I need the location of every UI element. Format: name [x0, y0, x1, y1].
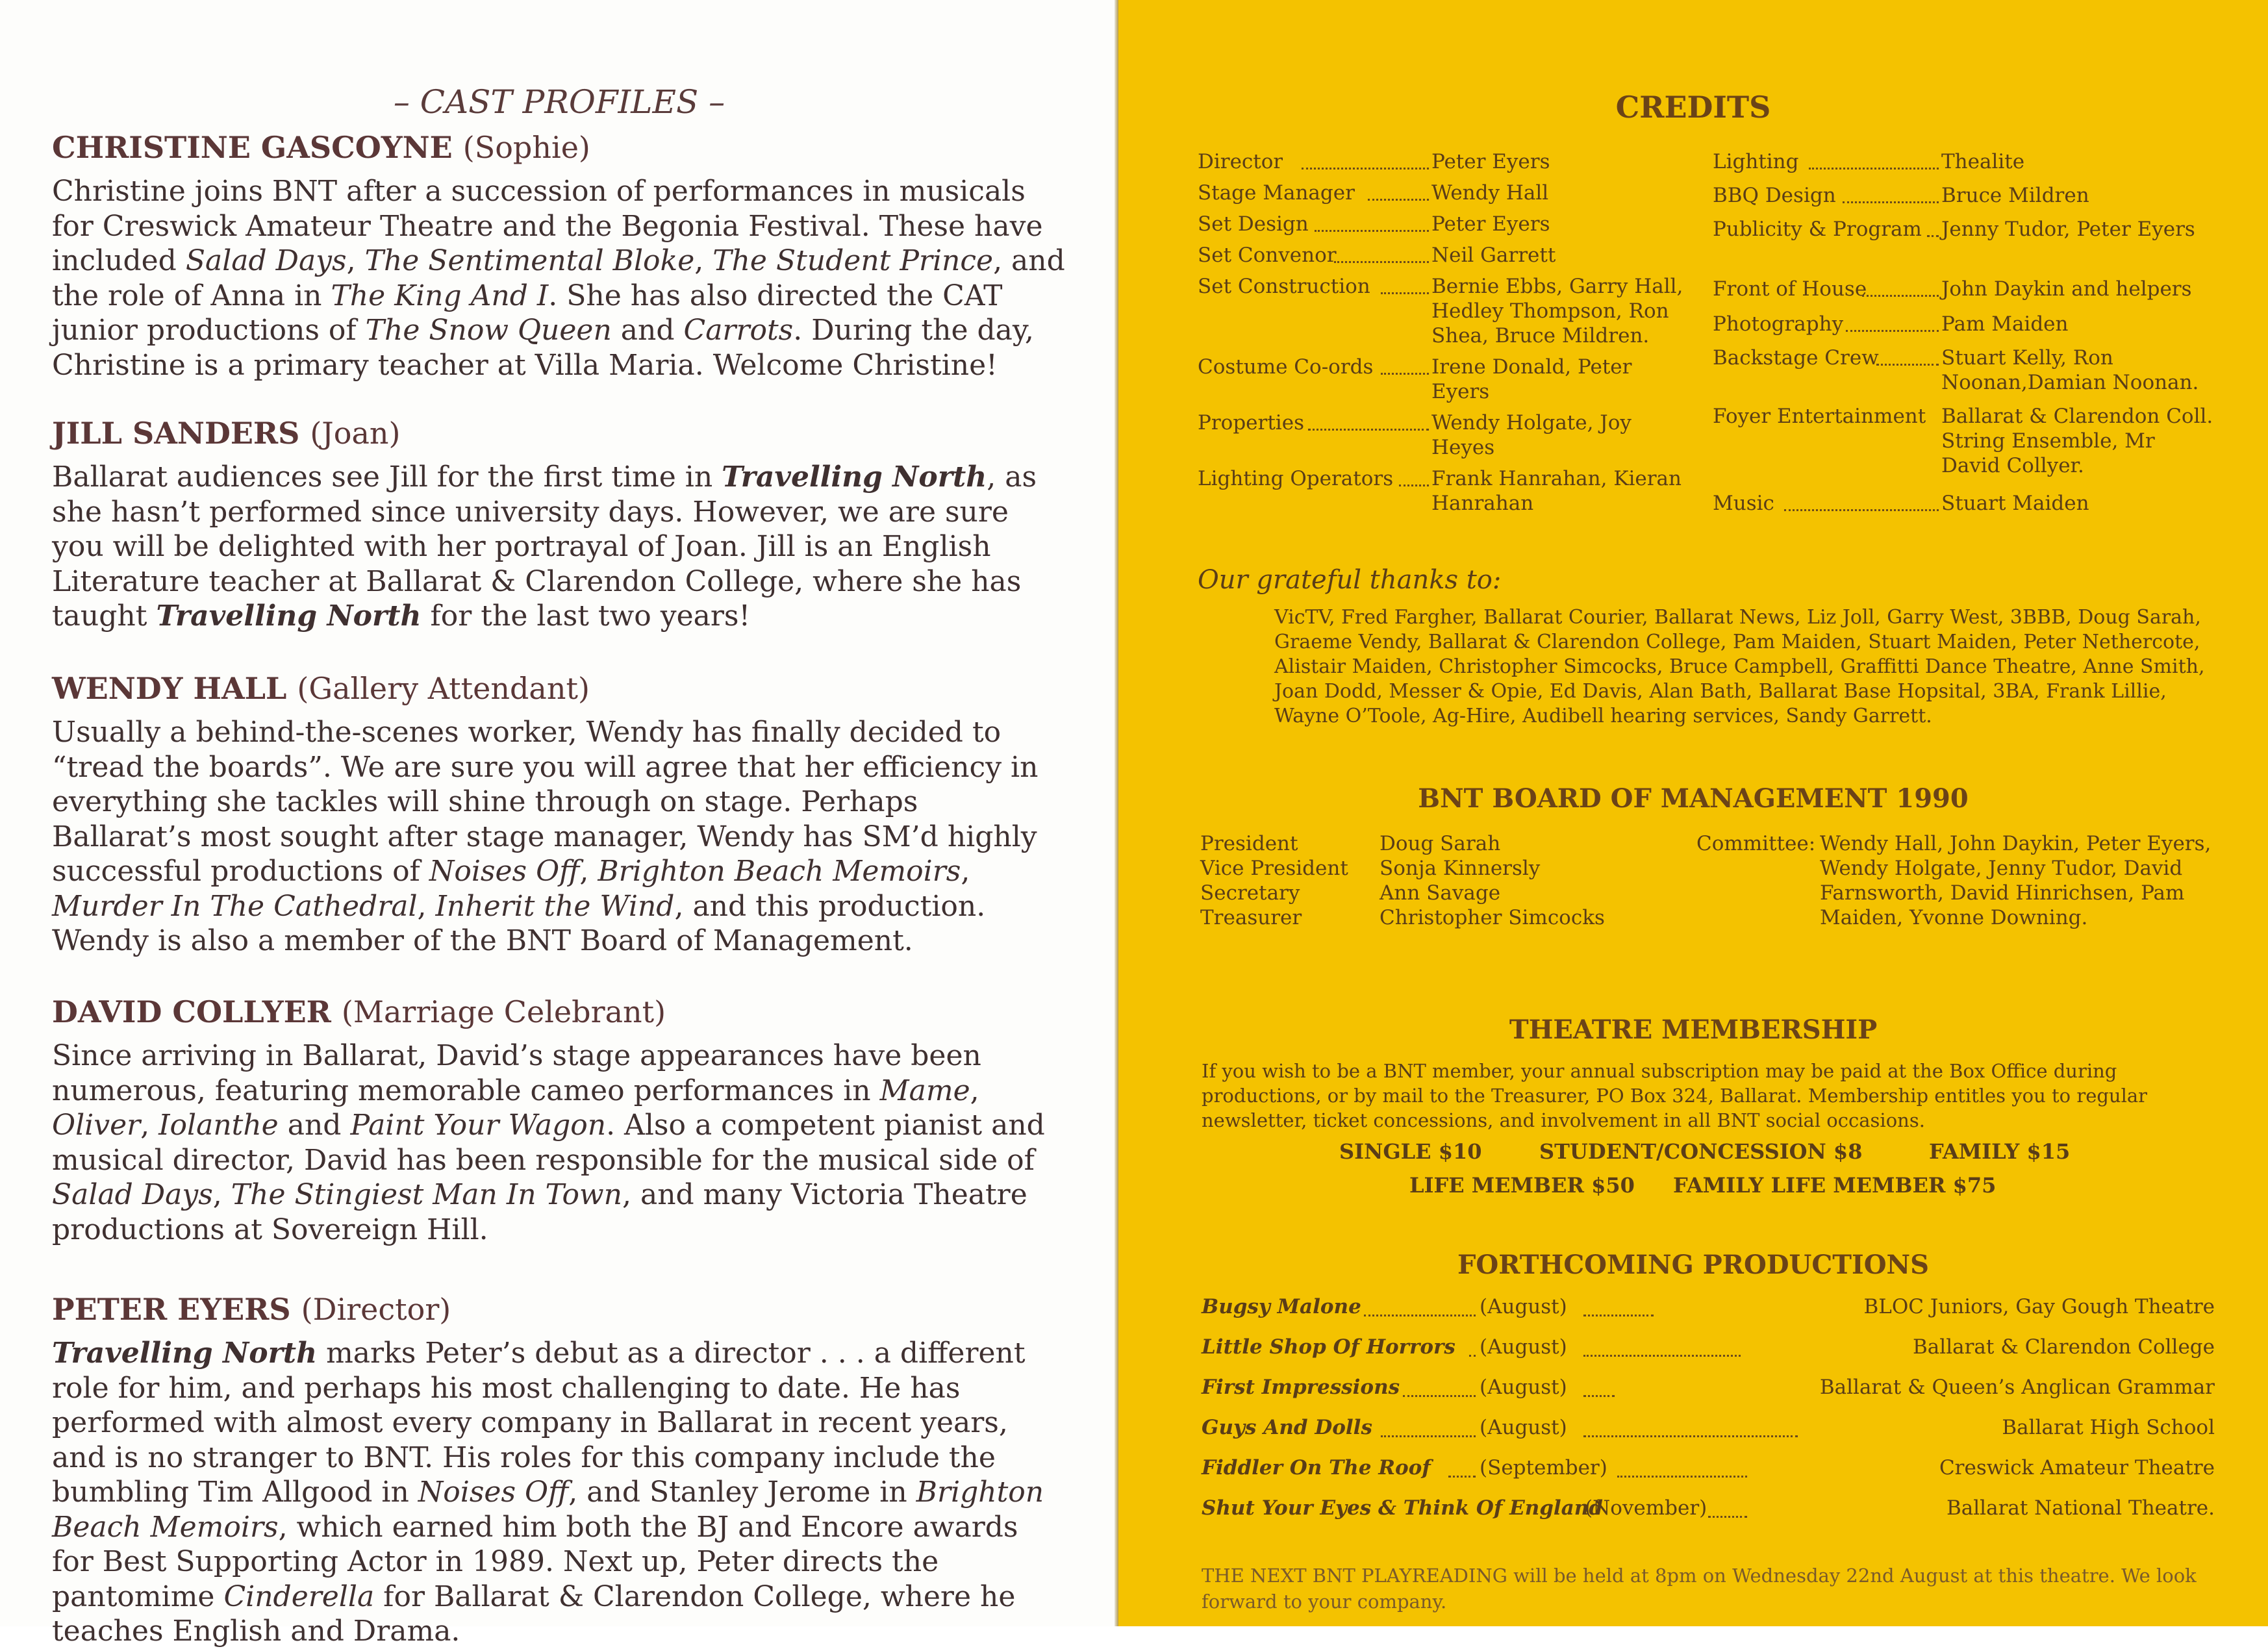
board-officer: Vice President Sonja Kinnersly [1200, 857, 1541, 880]
production-row: Guys And Dolls (August) Ballarat High School [1202, 1416, 2215, 1439]
credits-page: CREDITS Director Peter Eyers Stage Manager Wendy Hall Set Design Peter Eyers Set Convenor Neil Garrett Set Construction Bernie Ebbs, Garry Hall, Hedley Thompson, Ron Shea, Bruce Mildren. Costume Co-ords Irene Donald, Peter Eyers Properties Wendy Holgate, Joy Heyes Lighting Operators Frank Hanrahan, Kieran Hanrahan Lighting Thealite BBQ Design Bruce Mildren Publicity & Program Jenny Tudor, Peter Eyers Front of House John Daykin and helpers Photography Pam Maiden Backstage Crew Stuart Kelly, Ron Noonan,Damian Noonan. Foyer Entertainment Ballarat & Clarendon Coll. String Ensemble, Mr David Collyer. Music Stuart Maiden Our grateful thanks to: VicTV, Fred Fargher, Ballarat Courier, Ballarat News, Liz Joll, Garry West, 3BBB, Doug Sarah, Graeme Vendy, Ballarat & Clarendon College, Pam Maiden, Stuart Maiden, Peter Nethercote, Alistair Maiden, Christopher Simcocks, Bruce Campbell, Graffitti Dance Theatre, Anne Smith, Joan Dodd, Messer & Opie, Ed Davis, Alan Bath, Ballarat Base Hopsital, 3BA, Frank Lillie, Wayne O’Toole, Ag-Hire, Audibell hearing services, Sandy Garrett. BNT BOARD OF MANAGEMENT 1990 President Doug Sarah Vice President Sonja Kinnersly Secretary Ann Savage Treasurer Christopher Simcocks Committee: Wendy Hall, John Daykin, Peter Eyers, Wendy Holgate, Jenny Tudor, David Farnsworth, David Hinrichsen, Pam Maiden, Yvonne Downing. THEATRE MEMBERSHIP If you wish to be a BNT member, your annual subscription may be paid at the Box Office during productions, or by mail to the Treasurer, PO Box 324, Ballarat. Membership entitles you to regular newsletter, ticket concessions, and involvement in all BNT social occasions. SINGLE $10 STUDENT/CONCESSION $8 FAMILY $15 LIFE MEMBER $50 FAMILY LIFE MEMBER $75 FORTHCOMING PRODUCTIONS Bugsy Malone (August) BLOC Juniors, Gay Gough Theatre Little Shop Of Horrors (August) Ballarat & Clarendon College First Impressions (August) Ballarat & Queen’s Anglican Grammar Guys And Dolls (August) Ballarat High School Fiddler On The Roof (September) Creswick Amateur Theatre Shut Your Eyes & Think Of England (November) Ballarat National Theatre. THE NEXT BNT PLAYREADING will be held at 8pm on Wednesday 22nd August at this theatre. We look forward to your company. [1118, 0, 2268, 1626]
board-officer: Secretary Ann Savage [1200, 881, 1501, 905]
profile-role: (Joan) [310, 416, 401, 451]
profile-david-collyer [52, 992, 1065, 1247]
production-row: Shut Your Eyes & Think Of England (November) Ballarat National Theatre. [1202, 1496, 2215, 1520]
production-row: First Impressions (August) Ballarat & Queen’s Anglican Grammar [1202, 1376, 2215, 1399]
committee-label: Committee: [1696, 832, 1816, 855]
profile-wendy-hall [52, 668, 1065, 959]
board-title: BNT BOARD OF MANAGEMENT 1990 [1418, 783, 1969, 814]
profile-jill-sanders [52, 413, 1065, 634]
profile-name: DAVID COLLYER [52, 994, 331, 1029]
profile-name: JILL SANDERS [52, 416, 300, 451]
profile-role: (Director) [301, 1292, 451, 1327]
profile-role: (Gallery Attendant) [297, 671, 590, 706]
fee-life: LIFE MEMBER $50 [1409, 1173, 1635, 1198]
fee-single: SINGLE $10 [1339, 1139, 1482, 1164]
cast-profiles-page [0, 0, 1118, 1648]
membership-title: THEATRE MEMBERSHIP [1509, 1014, 1878, 1045]
profile-text: Travelling North marks Peter’s debut as a director . . . a different role for him, and perhaps his most challenging to date. He has performed with almost every company in Ballarat in recent years, and is no stranger to BNT. His roles for this company include the bumbling Tim Allgood in Noises Off, and Stanley Jerome in Brighton Beach Memoirs, which earned him both the BJ and Encore awards for Best Supporting Actor in 1989. Next up, Peter directs the pantomime Cinderella for Ballarat & Clarendon College, where he teaches English and Drama. [52, 1337, 1044, 1648]
thanks-list: VicTV, Fred Fargher, Ballarat Courier, Ballarat News, Liz Joll, Garry West, 3BBB, Doug Sarah, Graeme Vendy, Ballarat & Clarendon College, Pam Maiden, Stuart Maiden, Peter Nethercote, Alistair Maiden, Christopher Simcocks, Bruce Campbell, Graffitti Dance Theatre, Anne Smith, Joan Dodd, Messer & Opie, Ed Davis, Alan Bath, Ballarat Base Hopsital, 3BA, Frank Lillie, Wayne O’Toole, Ag-Hire, Audibell hearing services, Sandy Garrett. [1274, 606, 2205, 727]
profile-text: Ballarat audiences see Jill for the first time in Travelling North, as she hasn’t performed since university days. However, we are sure you will be delighted with her portrayal of Joan. Jill is an English Literature teacher at Ballarat & Clarendon College, where she has taught Travelling North for the last two years! [52, 460, 1037, 633]
board-officer: Treasurer Christopher Simcocks [1200, 906, 1605, 929]
production-row: Bugsy Malone (August) BLOC Juniors, Gay Gough Theatre [1202, 1295, 2215, 1318]
thanks-heading: Our grateful thanks to: [1198, 565, 1502, 595]
profile-text: Christine joins BNT after a succession of performances in musicals for Creswick Amateur Theatre and the Begonia Festival. These have included Salad Days, The Sentimental Bloke, The Student Prince, and the role of Anna in The King And I. She has also directed the CAT junior productions of The Snow Queen and Carrots. During the day, Christine is a primary teacher at Villa Maria. Welcome Christine! [52, 175, 1065, 382]
membership-text: If you wish to be a BNT member, your annual subscription may be paid at the Box Office during productions, or by mail to the Treasurer, PO Box 324, Ballarat. Membership entitles you to regular newsletter, ticket concessions, and involvement in all BNT social occasions. [1202, 1060, 2148, 1131]
fee-family-life: FAMILY LIFE MEMBER $75 [1673, 1173, 1997, 1198]
profile-peter-eyers [52, 1289, 1065, 1649]
board-officer: President Doug Sarah [1200, 832, 1501, 855]
productions-title: FORTHCOMING PRODUCTIONS [1457, 1250, 1929, 1280]
credits-title: CREDITS [1615, 90, 1771, 125]
profile-role: (Marriage Celebrant) [341, 994, 666, 1029]
production-row: Fiddler On The Roof (September) Creswick Amateur Theatre [1202, 1456, 2215, 1479]
next-playreading: THE NEXT BNT PLAYREADING will be held at 8pm on Wednesday 22nd August at this theatre. We look forward to your company. [1202, 1565, 2197, 1613]
profile-christine-gascoyne [52, 127, 1065, 383]
fee-student: STUDENT/CONCESSION $8 [1539, 1139, 1863, 1164]
production-row: Little Shop Of Horrors (August) Ballarat & Clarendon College [1202, 1335, 2215, 1359]
profile-role: (Sophie) [462, 130, 590, 165]
profile-name: CHRISTINE GASCOYNE [52, 130, 453, 165]
board-officers [1200, 831, 1605, 930]
profile-name: WENDY HALL [52, 671, 287, 706]
cast-profiles-title: – CAST PROFILES – [393, 83, 725, 121]
committee-members: Wendy Hall, John Daykin, Peter Eyers, Wendy Holgate, Jenny Tudor, David Farnsworth, David Hinrichsen, Pam Maiden, Yvonne Downing. [1820, 832, 2211, 929]
profile-text: Since arriving in Ballarat, David’s stage appearances have been numerous, featuring memorable cameo performances in Mame, Oliver, Iolanthe and Paint Your Wagon. Also a competent pianist and musical director, David has been responsible for the musical side of Salad Days, The Stingiest Man In Town, and many Victoria Theatre productions at Sovereign Hill. [52, 1039, 1045, 1246]
fee-family: FAMILY $15 [1929, 1139, 2071, 1164]
profile-text: Usually a behind-the-scenes worker, Wendy has finally decided to “tread the boards”. We are sure you will agree that her efficiency in everything she tackles will shine through on stage. Perhaps Ballarat’s most sought after stage manager, Wendy has SM’d highly successful productions of Noises Off, Brighton Beach Memoirs, Murder In The Cathedral, Inherit the Wind, and this production. Wendy is also a member of the BNT Board of Management. [52, 716, 1039, 957]
profile-name: PETER EYERS [52, 1292, 291, 1327]
